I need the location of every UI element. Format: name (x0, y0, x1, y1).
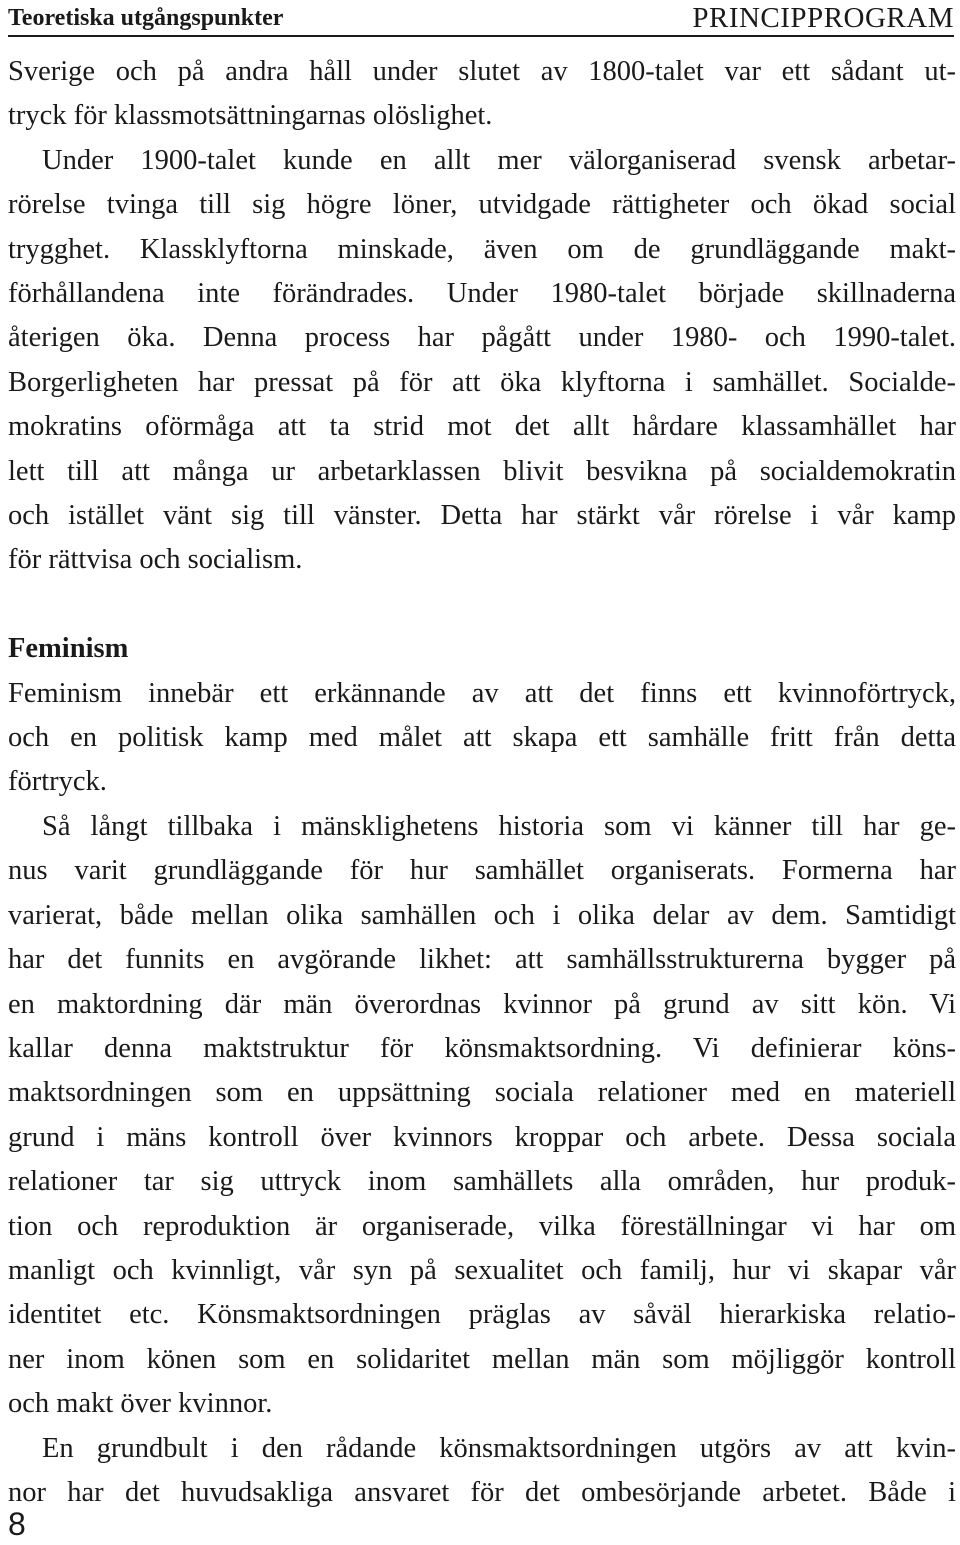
running-header (8, 0, 954, 37)
history-paragraph (8, 139, 956, 583)
header-section-title: Teoretiska utgångspunkter (8, 5, 284, 31)
text-line: förtryck. (8, 766, 107, 798)
text-line: har det funnits en avgörande likhet: att samhällsstrukturerna bygger på (8, 944, 956, 976)
text-line: identitet etc. Könsmaktsordningen präglas av såväl hierarkiska relatio- (8, 1299, 956, 1331)
text-line: grund i mäns kontroll över kvinnors kroppar och arbete. Dessa sociala (8, 1121, 956, 1153)
text-line: Borgerligheten har pressat på för att öka klyftorna i samhället. Socialde- (8, 366, 956, 398)
text-line: varierat, både mellan olika samhällen och i olika delar av dem. Samtidigt (8, 899, 956, 931)
text-line: lett till att många ur arbetarklassen blivit besvikna på socialdemokratin (8, 455, 956, 487)
text-line: manligt och kvinnligt, vår syn på sexualitet och familj, hur vi skapar vår (8, 1254, 956, 1286)
text-line: relationer tar sig uttryck inom samhällets alla områden, hur produk- (8, 1166, 956, 1198)
feminism-paragraph-2 (8, 805, 956, 1427)
feminism-paragraph-1 (8, 672, 956, 805)
page-body (8, 50, 956, 1515)
text-line: och istället vänt sig till vänster. Detta har stärkt vår rörelse i vår kamp (8, 500, 956, 532)
text-line: nus varit grundläggande för hur samhället organiserats. Formerna har (8, 855, 956, 887)
text-line: Under 1900-talet kunde en allt mer välorganiserad svensk arbetar- (42, 144, 956, 176)
text-line: maktsordningen som en uppsättning sociala relationer med en materiell (8, 1077, 956, 1109)
header-document-title: PRINCIPPROGRAM (692, 2, 954, 34)
text-line: trygghet. Klassklyftorna minskade, även om de grundläggande makt- (8, 233, 956, 265)
text-line: och makt över kvinnor. (8, 1388, 273, 1420)
intro-paragraph (8, 50, 956, 139)
text-line: förhållandena inte förändrades. Under 1980-talet började skillnaderna (8, 278, 956, 310)
section-heading-feminism: Feminism (8, 633, 129, 665)
text-line: och en politisk kamp med målet att skapa ett samhälle fritt från detta (8, 722, 956, 754)
text-line: tryck för klassmotsättningarnas olöslighet. (8, 100, 493, 132)
text-line: Sverige och på andra håll under slutet av 1800-talet var ett sådant ut- (8, 56, 956, 87)
text-line: Feminism innebär ett erkännande av att det finns ett kvinnoförtryck, (8, 677, 956, 709)
text-line: mokratins oförmåga att ta strid mot det allt hårdare klassamhället har (8, 411, 956, 443)
text-line: en maktordning där män överordnas kvinnor på grund av sitt kön. Vi (8, 988, 956, 1020)
text-line: ner inom könen som en solidaritet mellan män som möjliggör kontroll (8, 1343, 956, 1375)
text-line: tion och reproduktion är organiserade, vilka föreställningar vi har om (8, 1210, 956, 1242)
text-line: återigen öka. Denna process har pågått under 1980- och 1990-talet. (8, 322, 956, 354)
text-line: Så långt tillbaka i mänsklighetens historia som vi känner till har ge- (42, 810, 956, 842)
text-line: En grundbult i den rådande könsmaktsordningen utgörs av att kvin- (42, 1432, 956, 1464)
text-line: rörelse tvinga till sig högre löner, utvidgade rättigheter och ökad social (8, 189, 956, 221)
text-line: nor har det huvudsakliga ansvaret för det ombesörjande arbetet. Både i (8, 1476, 956, 1508)
section-spacer (8, 583, 956, 627)
page-number: 8 (8, 1506, 26, 1542)
text-line: kallar denna maktstruktur för könsmaktsordning. Vi definierar köns- (8, 1032, 956, 1064)
feminism-paragraph-3 (8, 1427, 956, 1516)
text-line: för rättvisa och socialism. (8, 544, 303, 576)
